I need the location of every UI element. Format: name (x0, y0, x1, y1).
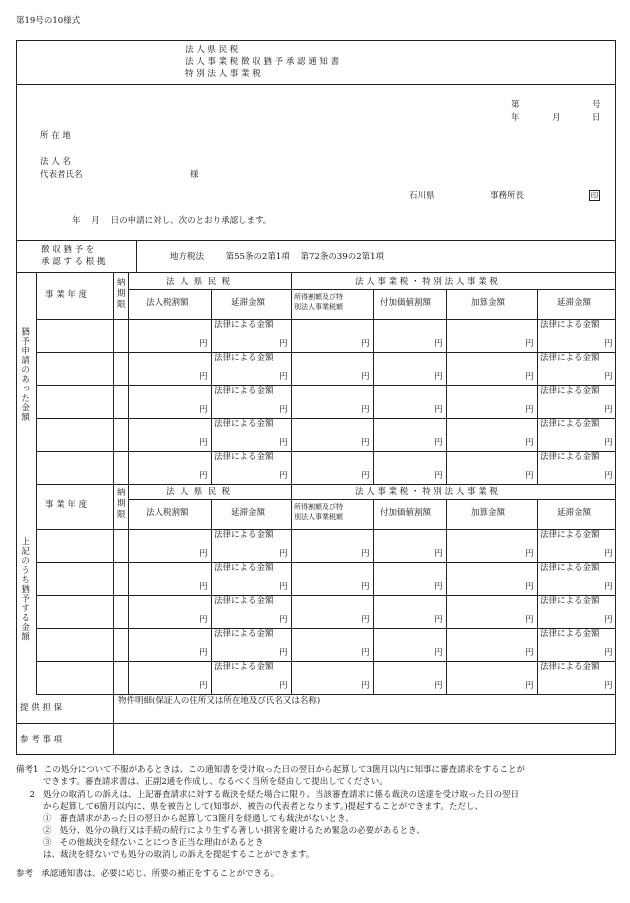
requested-amount-by-law-label: 法律による金額 (540, 353, 600, 363)
deferred-amount-by-law-label: 法律による金額 (214, 596, 274, 606)
note-line-1: 備考1 この処分について不服があるときは、この通知書を受け取った日の翌日から起算して3箇月以内に知事に審査請求をすることが (16, 765, 526, 775)
requested-amount-row-line (36, 418, 616, 419)
deferred-amount-row-line (36, 595, 616, 596)
deferred-amount-corp-tax-header: 法人税割額 (146, 508, 189, 518)
deferred-amount-yen-unit: 円 (434, 582, 443, 592)
requested-amount-yen-unit: 円 (525, 438, 534, 448)
basis-divider (136, 240, 137, 272)
requested-amount-yen-unit: 円 (279, 372, 288, 382)
deferred-amount-by-law-label: 法律による金額 (214, 530, 274, 540)
title-line-2: 法 人 事 業 税 徴 収 猶 予 承 認 通 知 書 (185, 57, 340, 67)
deferred-amount-yen-unit: 円 (604, 615, 613, 625)
deferred-amount-by-law-label: 法律による金額 (540, 530, 600, 540)
requested-amount-yen-unit: 円 (604, 471, 613, 481)
requested-amount-yen-unit: 円 (604, 438, 613, 448)
note-line-3: 2 処分の取消しの訴えは、上記審査請求に対する裁決を経た場合に限り、当該審査請求に係る裁決の送達を受け取った日の翌日 (16, 790, 520, 800)
deferred-amount-by-law-label: 法律による金額 (214, 662, 274, 672)
approval-sentence: 年 月 日の申請に対し、次のとおり承認します。 (72, 216, 272, 226)
deferred-amount-yen-unit: 円 (434, 648, 443, 658)
requested-amount-income-tax-header-2: 別法人事業税額 (294, 303, 343, 311)
deferred-amount-income-tax-header-2: 別法人事業税額 (294, 513, 343, 521)
deferred-amount-yen-unit: 円 (361, 648, 370, 658)
requested-amount-due-header-1: 納 (117, 278, 126, 288)
deferred-amount-header-bottom-line (36, 529, 616, 530)
requested-amount-by-law-label: 法律による金額 (540, 419, 600, 429)
deferred-amount-column-line (291, 482, 292, 694)
requested-amount-yen-unit: 円 (604, 405, 613, 415)
requested-amount-late-fee-header: 延滞金額 (231, 298, 266, 308)
requested-amount-by-law-label: 法律による金額 (214, 452, 274, 462)
requested-amount-by-law-label: 法律による金額 (214, 419, 274, 429)
deferred-amount-column-line (113, 482, 114, 694)
deferred-amount-yen-unit: 円 (279, 648, 288, 658)
requested-amount-yen-unit: 円 (199, 339, 208, 349)
deferred-amount-due-header-3: 限 (117, 510, 126, 520)
requested-amount-due-header-3: 限 (117, 300, 126, 310)
title-line-3: 特 別 法 人 事 業 税 (185, 69, 261, 79)
requested-amount-yen-unit: 円 (361, 405, 370, 415)
requested-amount-by-law-label: 法律による金額 (540, 386, 600, 396)
deferred-amount-column-line (36, 482, 37, 694)
deferred-amount-yen-unit: 円 (199, 648, 208, 658)
deferred-amount-due-header-1: 納 (117, 488, 126, 498)
note-line-8: は、裁決を経ないでも処分の取消しの訴えを提起することができます。 (16, 850, 315, 860)
deferred-amount-yen-unit: 円 (525, 681, 534, 691)
requested-amount-yen-unit: 円 (434, 438, 443, 448)
reference-divider (113, 723, 114, 755)
requested-amount-column-line (128, 272, 129, 484)
requested-amount-yen-unit: 円 (604, 339, 613, 349)
requested-amount-yen-unit: 円 (604, 372, 613, 382)
deferred-amount-yen-unit: 円 (361, 582, 370, 592)
guarantee-text: 物件明細(保証人の住所又は所在地及び氏名又は名称) (118, 696, 321, 706)
note-line-7: ③ その他裁決を経ないことにつき正当な理由があるとき (16, 838, 264, 848)
deferred-amount-by-law-label: 法律による金額 (540, 563, 600, 573)
requested-amount-by-law-label: 法律による金額 (540, 452, 600, 462)
deferred-amount-header-line (128, 499, 616, 500)
guarantee-divider (113, 693, 114, 723)
deferred-amount-yen-unit: 円 (434, 549, 443, 559)
requested-amount-yen-unit: 円 (525, 339, 534, 349)
requested-amount-by-law-label: 法律による金額 (214, 353, 274, 363)
deferred-amount-value-added-header: 付加価値割額 (380, 508, 432, 518)
issuer-title: 事務所長 (490, 191, 525, 201)
reference-label: 参 考 事 項 (20, 735, 63, 745)
deferred-amount-row-line (36, 562, 616, 563)
representative-label: 代表者氏名 (40, 170, 83, 180)
requested-amount-yen-unit: 円 (199, 372, 208, 382)
requested-amount-row-line (36, 484, 616, 485)
requested-amount-row-line (36, 385, 616, 386)
deferred-amount-yen-unit: 円 (199, 681, 208, 691)
deferred-amount-due-header-2: 期 (117, 499, 126, 509)
requested-amount-yen-unit: 円 (525, 405, 534, 415)
deferred-amount-income-tax-header-1: 所得割額及び特 (294, 503, 343, 511)
guarantee-label: 提 供 担 保 (20, 703, 63, 713)
honorific: 様 (190, 170, 199, 180)
deferred-amount-yen-unit: 円 (604, 681, 613, 691)
doc-number-suffix: 号 (592, 100, 601, 110)
deferred-amount-yen-unit: 円 (604, 549, 613, 559)
deferred-amount-late-fee2-header: 延滞金額 (557, 508, 592, 518)
requested-amount-by-law-label: 法律による金額 (214, 320, 274, 330)
note-line-4: から起算して6箇月以内に、県を被告として(知事が、被告の代表者となります。)提起することができます。ただし、 (16, 802, 483, 812)
deferred-amount-by-law-label: 法律による金額 (214, 563, 274, 573)
requested-amount-yen-unit: 円 (279, 471, 288, 481)
deferred-amount-yen-unit: 円 (279, 681, 288, 691)
deferred-amount-by-law-label: 法律による金額 (540, 629, 600, 639)
date-month: 月 (552, 113, 561, 123)
deferred-amount-by-law-label: 法律による金額 (540, 662, 600, 672)
note-line-5: ① 審査請求があった日の翌日から起算して3箇月を経過しても裁決がないとき、 (16, 814, 354, 824)
requested-amount-late-fee2-header: 延滞金額 (557, 298, 592, 308)
deferred-amount-yen-unit: 円 (361, 549, 370, 559)
header-divider (16, 240, 616, 241)
note-line-6: ② 処分、処分の執行又は手続の続行により生ずる著しい損害を避けるため緊急の必要があるとき、 (16, 826, 425, 836)
requested-amount-value-added-header: 付加価値割額 (380, 298, 432, 308)
requested-amount-yen-unit: 円 (361, 438, 370, 448)
deferred-amount-yen-unit: 円 (604, 648, 613, 658)
deferred-amount-by-law-label: 法律による金額 (540, 596, 600, 606)
deferred-amount-yen-unit: 円 (199, 582, 208, 592)
form-number: 第19号の10様式 (16, 16, 81, 26)
deferred-amount-yen-unit: 円 (434, 615, 443, 625)
deferred-amount-year-header: 事 業 年 度 (45, 500, 88, 510)
requested-amount-corp-tax-header: 法人税割額 (146, 298, 189, 308)
deferred-amount-yen-unit: 円 (434, 681, 443, 691)
corp-name-label: 法 人 名 (40, 157, 71, 167)
deferred-amount-yen-unit: 円 (279, 549, 288, 559)
deferred-amount-late-fee-header: 延滞金額 (231, 508, 266, 518)
requested-amount-yen-unit: 円 (434, 372, 443, 382)
requested-amount-section-label: 猶予申請のあった金額 (19, 327, 30, 422)
deferred-amount-yen-unit: 円 (199, 549, 208, 559)
deferred-amount-yen-unit: 円 (525, 549, 534, 559)
deferred-amount-row-line (36, 694, 616, 695)
basis-label-2: 承 認 す る 根 拠 (41, 257, 106, 267)
requested-amount-header-line (128, 289, 616, 290)
requested-amount-header-bottom-line (36, 319, 616, 320)
requested-amount-yen-unit: 円 (279, 339, 288, 349)
deferred-amount-by-law-label: 法律による金額 (214, 629, 274, 639)
address-label: 所 在 地 (40, 131, 71, 141)
deferred-amount-yen-unit: 円 (361, 681, 370, 691)
date-day: 日 (592, 113, 601, 123)
requested-amount-column-line (291, 272, 292, 484)
basis-text: 地方税法 第55条の2第1項 第72条の39の2第1項 (170, 252, 385, 262)
deferred-amount-surcharge-header: 加算金額 (471, 508, 506, 518)
requested-amount-yen-unit: 円 (525, 372, 534, 382)
deferred-amount-pref-tax-header: 法 人 県 民 税 (166, 487, 231, 497)
doc-number-prefix: 第 (511, 100, 520, 110)
requested-amount-due-header-2: 期 (117, 289, 126, 299)
requested-amount-column-line (113, 272, 114, 484)
requested-amount-income-tax-header-1: 所得割額及び特 (294, 293, 343, 301)
title-line-1: 法 人 県 民 税 (185, 45, 239, 55)
deferred-amount-yen-unit: 円 (525, 582, 534, 592)
deferred-amount-row-line (36, 628, 616, 629)
requested-amount-surcharge-header: 加算金額 (471, 298, 506, 308)
deferred-amount-yen-unit: 円 (199, 615, 208, 625)
requested-amount-yen-unit: 円 (434, 339, 443, 349)
deferred-amount-yen-unit: 円 (279, 582, 288, 592)
requested-amount-by-law-label: 法律による金額 (540, 320, 600, 330)
requested-amount-yen-unit: 円 (361, 372, 370, 382)
deferred-amount-biz-tax-header: 法 人 事 業 税 ・ 特 別 法 人 事 業 税 (355, 487, 498, 497)
requested-amount-yen-unit: 円 (199, 405, 208, 415)
requested-amount-yen-unit: 円 (361, 471, 370, 481)
requested-amount-yen-unit: 円 (199, 438, 208, 448)
note-line-2: できます。審査請求書は、正副2通を作成し、なるべく当所を経由して提出してください。 (16, 777, 388, 787)
deferred-amount-yen-unit: 円 (361, 615, 370, 625)
seal-mark: 印 (590, 191, 599, 200)
basis-bottom-line (16, 272, 616, 273)
requested-amount-by-law-label: 法律による金額 (214, 386, 274, 396)
requested-amount-year-header: 事 業 年 度 (45, 290, 88, 300)
requested-amount-biz-tax-header: 法 人 事 業 税 ・ 特 別 法 人 事 業 税 (355, 277, 498, 287)
deferred-amount-section-label: 上記のうち猶予する金額 (19, 537, 30, 642)
deferred-amount-yen-unit: 円 (279, 615, 288, 625)
deferred-amount-yen-unit: 円 (525, 648, 534, 658)
deferred-amount-column-line (128, 482, 129, 694)
requested-amount-yen-unit: 円 (279, 405, 288, 415)
deferred-amount-yen-unit: 円 (525, 615, 534, 625)
requested-amount-yen-unit: 円 (199, 471, 208, 481)
reference-note: 参考 承認通知書は、必要に応じ、所要の補正をすることができる。 (16, 869, 280, 879)
requested-amount-column-line (36, 272, 37, 484)
requested-amount-yen-unit: 円 (434, 471, 443, 481)
guarantee-bottom-line (16, 723, 616, 724)
deferred-amount-row-line (36, 661, 616, 662)
requested-amount-row-line (36, 451, 616, 452)
issuer-prefecture: 石川県 (409, 191, 435, 201)
requested-amount-yen-unit: 円 (361, 339, 370, 349)
requested-amount-row-line (36, 352, 616, 353)
deferred-amount-yen-unit: 円 (604, 582, 613, 592)
requested-amount-pref-tax-header: 法 人 県 民 税 (166, 277, 231, 287)
requested-amount-yen-unit: 円 (434, 405, 443, 415)
basis-label-1: 徴 収 猶 予 を (41, 245, 95, 255)
title-divider (16, 84, 616, 85)
requested-amount-yen-unit: 円 (525, 471, 534, 481)
requested-amount-yen-unit: 円 (279, 438, 288, 448)
date-year: 年 (511, 113, 520, 123)
